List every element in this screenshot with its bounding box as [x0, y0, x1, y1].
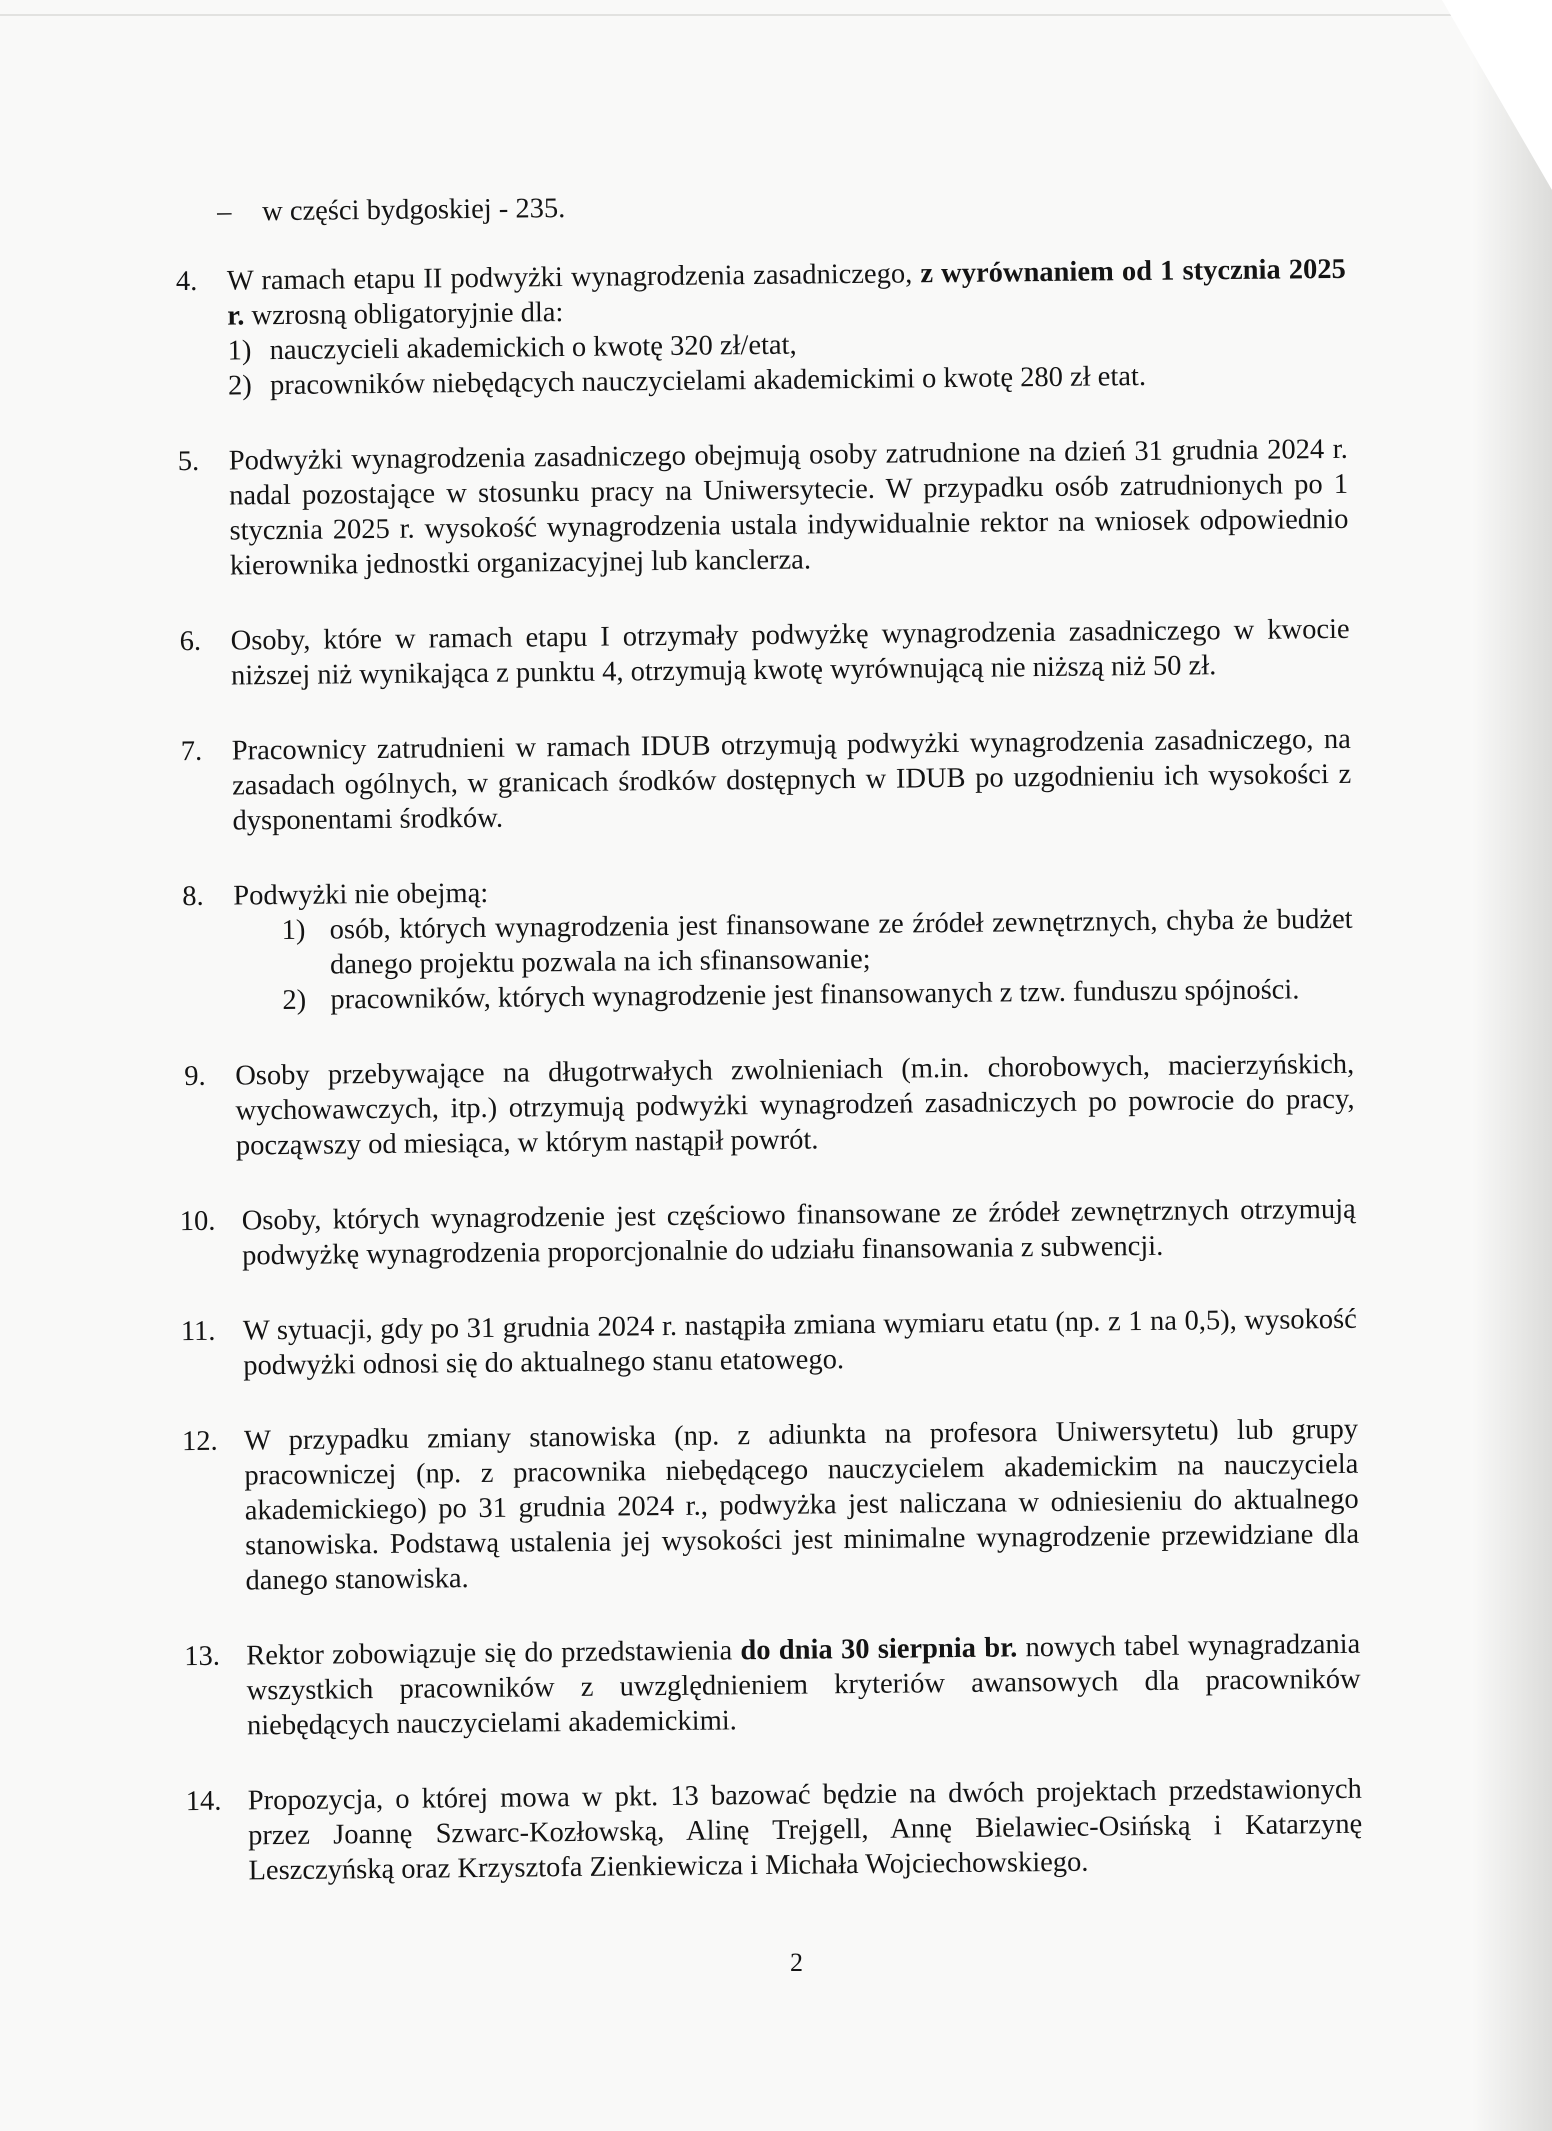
item-text: W sytuacji, gdy po 31 grudnia 2024 r. nastąpiła zmiana wymiaru etatu (np. z 1 na 0,5), wysokość podwyżki odnosi się do aktualnego stanu etatowego.	[242, 1303, 1357, 1382]
item-number: 12.	[181, 1425, 218, 1458]
numbered-item-5	[177, 432, 1349, 584]
sub-item-number: 1)	[281, 914, 306, 947]
dash-bullet: –	[217, 196, 232, 228]
item-number: 4.	[175, 265, 198, 298]
document-body	[175, 183, 1363, 1929]
sub-item-number: 2)	[282, 984, 307, 1017]
item-text	[227, 252, 1347, 334]
sub-item-text: pracowników, których wynagrodzenie jest finansowanych z tzw. funduszu spójności.	[330, 974, 1300, 1016]
item-number: 5.	[177, 445, 200, 478]
item-text: Pracownicy zatrudnieni w ramach IDUB otrzymują podwyżki wynagrodzenia zasadniczego, na zasadach ogólnych, w granicach środków dostępnych w IDUB po uzgodnieniu ich wysokości z dysponentami środków.	[231, 723, 1352, 837]
numbered-item-13	[184, 1627, 1361, 1744]
sub-item-text: pracowników niebędących nauczycielami akademickimi o kwotę 280 zł etat.	[269, 360, 1147, 402]
numbered-item-4	[175, 252, 1347, 404]
item-text-part: wzrosną obligatoryjnie dla:	[244, 297, 564, 332]
numbered-item-14	[185, 1772, 1363, 1889]
item-text: Propozycja, o której mowa w pkt. 13 bazować będzie na dwóch projektach przedstawionych przez Joannę Szwarc-Kozłowską, Alinę Trejgell, Annę Bielawiec-Osińską i Katarzynę Leszczyńską oraz Krzysztofa Zienkiewicza i Michała Wojciechowskiego.	[247, 1773, 1363, 1887]
item-text: Osoby przebywające na długotrwałych zwolnieniach (m.in. chorobowych, macierzyńskich, wychowawczych, itp.) otrzymują podwyżki wynagrodzeń zasadniczych po powrocie do pracy, począwszy od miesiąca, w którym nastąpił powrót.	[235, 1048, 1355, 1162]
item-text: W przypadku zmiany stanowiska (np. z adiunkta na profesora Uniwersytetu) lub grupy pracowniczej (np. z pracownika niebędącego nauczycielem akademickim na nauczyciela akademickiego) po 31 grudnia 2024 r., podwyżka jest naliczana w odniesieniu do aktualnego stanowiska. Podstawą ustalenia jej wysokości jest minimalne wynagrodzenie przewidziane dla danego stanowiska.	[243, 1413, 1360, 1597]
numbered-item-10	[179, 1192, 1357, 1274]
item-number: 8.	[182, 880, 204, 913]
item-number: 6.	[179, 625, 202, 658]
item-text: Podwyżki wynagrodzenia zasadniczego obejmują osoby zatrudnione na dzień 31 grudnia 2024 r. nadal pozostające w stosunku pracy na Uniwersytecie. W przypadku osób zatrudnionych po 1 stycznia 2025 r. wysokość wynagrodzenia ustala indywidualnie rektor na wniosek odpowiednio kierownika jednostki organizacyjnej lub kanclerza.	[228, 433, 1349, 582]
item-text-part: Rektor zobowiązuje się do przedstawienia	[246, 1635, 741, 1672]
sub-item-number: 2)	[227, 370, 252, 402]
numbered-item-7	[180, 722, 1352, 839]
item-text: Podwyżki nie obejmą:	[233, 877, 489, 912]
folded-corner	[1442, 0, 1552, 190]
sub-item-number: 1)	[227, 335, 252, 367]
sub-item	[282, 902, 1354, 983]
item-bold-text: do dnia 30 sierpnia br.	[740, 1632, 1018, 1667]
item-bold-text: z wyrównaniem od 1 stycznia 2025 r.	[227, 253, 1347, 332]
item-text-part: nowych tabel wynagradzania wszystkich pracowników z uwzględnieniem kryteriów awansowych dla pracowników niebędących nauczycielami akademickimi.	[246, 1628, 1361, 1742]
page-number: 2	[790, 1948, 803, 1977]
item-text	[246, 1627, 1361, 1744]
numbered-item-11	[180, 1302, 1358, 1384]
item-number: 11.	[180, 1315, 216, 1348]
numbered-item-8	[182, 867, 1353, 1019]
lead-list-text: w części bydgoskiej - 235.	[262, 193, 566, 228]
item-number: 13.	[184, 1640, 221, 1673]
paper-edge	[0, 14, 1480, 16]
numbered-item-6	[179, 612, 1350, 694]
item-text: Osoby, których wynagrodzenie jest częściowo finansowane ze źródeł zewnętrznych otrzymują podwyżkę wynagrodzenia proporcjonalnie do udziału finansowania z subwencji.	[241, 1193, 1356, 1272]
numbered-item-9	[184, 1047, 1355, 1164]
item-number: 7.	[180, 735, 203, 768]
lead-list-item	[217, 183, 1345, 230]
item-text-part: W ramach etapu II podwyżki wynagrodzenia zasadniczego,	[226, 258, 921, 297]
sub-item-text: osób, których wynagrodzenia jest finansowane ze źródeł zewnętrznych, chyba że budżet danego projektu pozwala na ich sfinansowanie;	[329, 903, 1353, 981]
item-number: 10.	[179, 1205, 216, 1238]
paper-shadow	[1472, 0, 1552, 2131]
numbered-item-12	[181, 1412, 1360, 1599]
item-text: Osoby, które w ramach etapu I otrzymały podwyżkę wynagrodzenia zasadniczego w kwocie niższej niż wynikająca z punktu 4, otrzymują kwotę wyrównującą nie niższą niż 50 zł.	[230, 613, 1350, 692]
item-number: 9.	[184, 1060, 206, 1093]
sub-item-text: nauczycieli akademickich o kwotę 320 zł/etat,	[269, 329, 797, 367]
item-number: 14.	[185, 1785, 222, 1818]
